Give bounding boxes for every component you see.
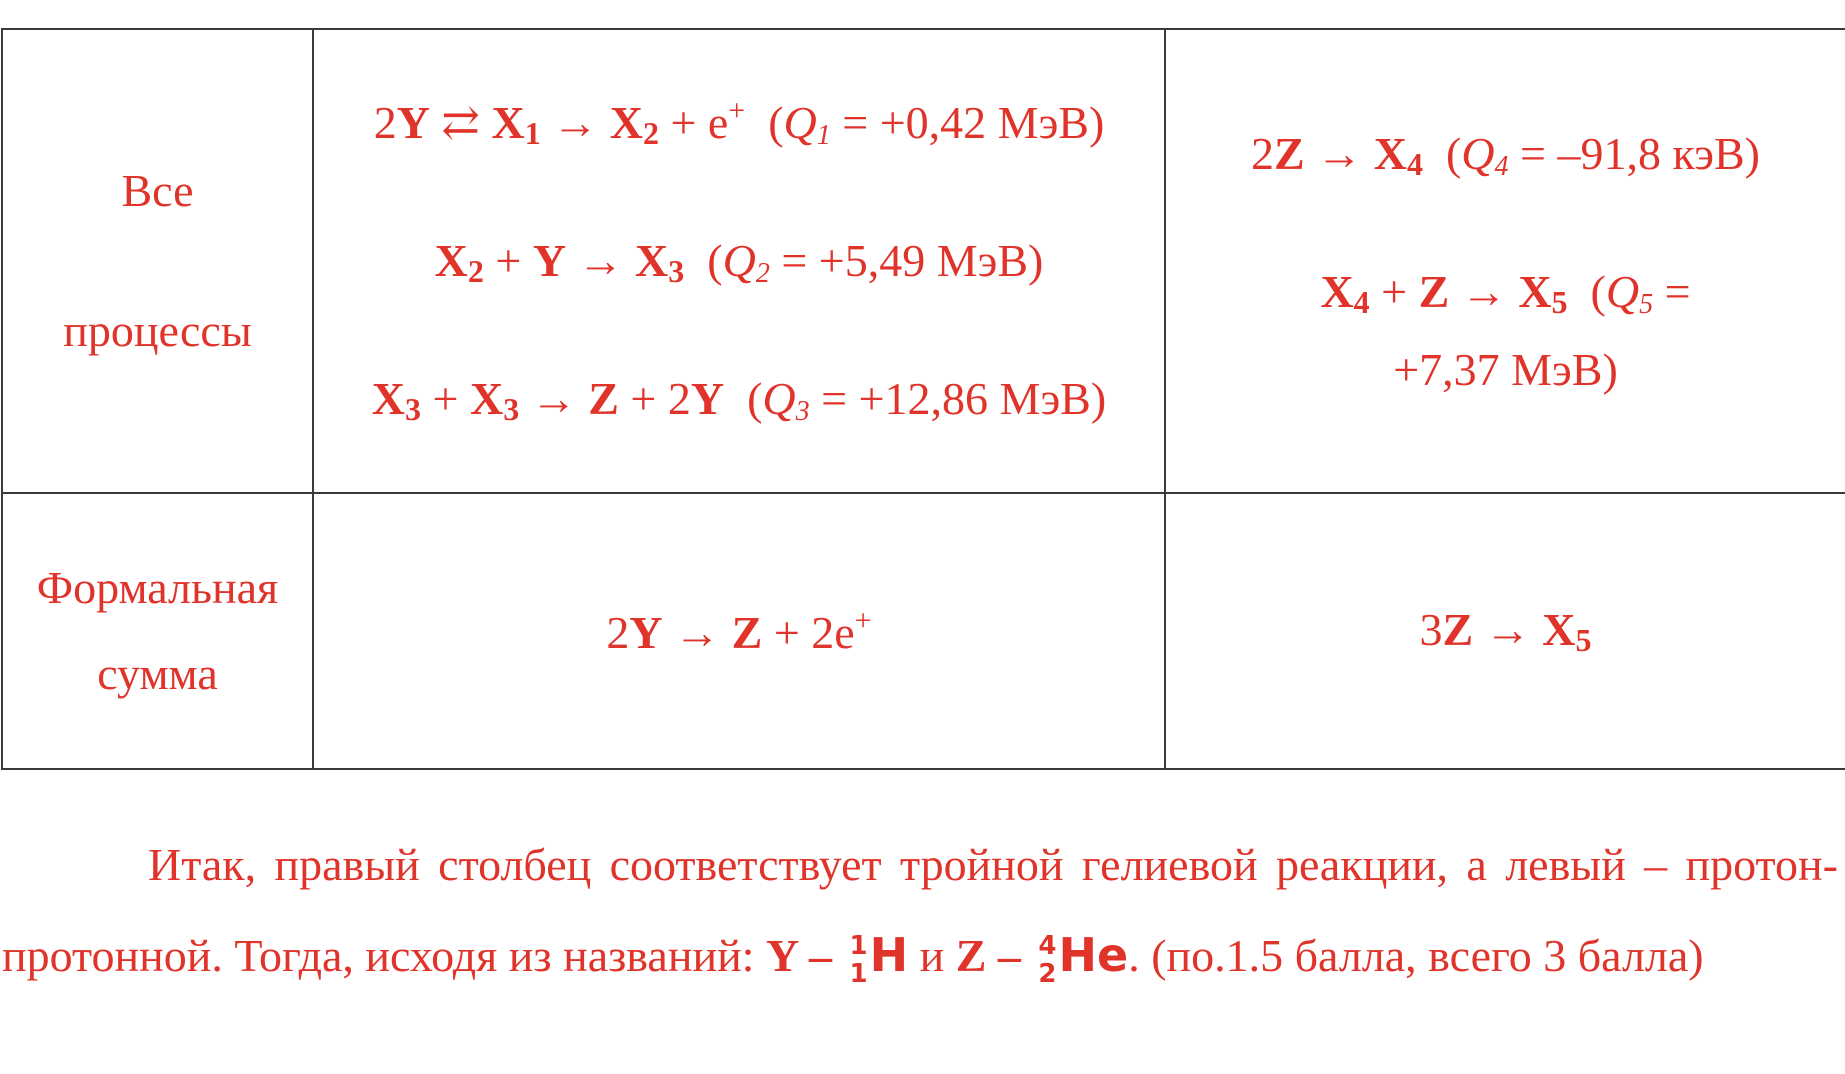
row-label-line1: Формальная <box>36 562 279 613</box>
reaction-5: X4 + Z → X5 (Q5 = +7,37 МэВ) <box>1166 265 1845 396</box>
helium-symbol: He <box>1058 928 1129 982</box>
cell-pp-processes <box>313 29 1165 493</box>
reaction-1: 2Y ⇄ X1 → X2 + e+ (Q1 = +0,42 МэВ) <box>373 94 1105 151</box>
score-note: . (по.1.5 балла, всего 3 балла) <box>1128 930 1704 981</box>
table-row-formal-sum <box>2 493 1845 769</box>
cell-pp-sum <box>313 493 1165 769</box>
cell-triple-alpha-sum <box>1165 493 1845 769</box>
reactions-table <box>1 28 1845 770</box>
helium-nuclide: 4 2 <box>1038 931 1057 990</box>
y-symbol: Y <box>765 930 798 981</box>
reaction-5-continuation: +7,37 МэВ) <box>1393 343 1618 395</box>
table-row-all-processes <box>2 29 1845 493</box>
row-label-formal-sum <box>2 493 313 769</box>
reaction-3: X3 + X3 → Z + 2Y (Q3 = +12,86 МэВ) <box>371 373 1107 427</box>
row-label-line2: процессы <box>63 305 252 356</box>
hydrogen-symbol: H <box>869 928 909 982</box>
row-label-all-processes <box>2 29 313 493</box>
cell-triple-alpha-processes <box>1165 29 1845 493</box>
conclusion-text: Итак, правый столбец соответствует тройной гелиевой реакции, а левый – протон-протонной. Тогда, исходя из названий: <box>2 839 1838 981</box>
z-symbol: Z <box>955 930 987 981</box>
hydrogen-nuclide: 1 1 <box>849 931 868 990</box>
sum-reaction-triple-alpha: 3Z → X5 <box>1419 604 1592 658</box>
reaction-4: 2Z → X4 (Q4 = –91,8 кэВ) <box>1251 127 1760 182</box>
row-label-line2: сумма <box>97 648 218 699</box>
row-label-line1: Все <box>121 165 194 216</box>
reaction-2: X2 + Y → X3 (Q2 = +5,49 МэВ) <box>434 235 1044 289</box>
sum-reaction-pp: 2Y → Z + 2e+ <box>606 603 872 658</box>
conclusion-paragraph: Итак, правый столбец соответствует тройной гелиевой реакции, а левый – протон-протонной. Тогда, исходя из названий: Y – 1 1 H и Z – 4 2 He. (по.1.5 балла, всего 3 балла) <box>2 839 1838 990</box>
